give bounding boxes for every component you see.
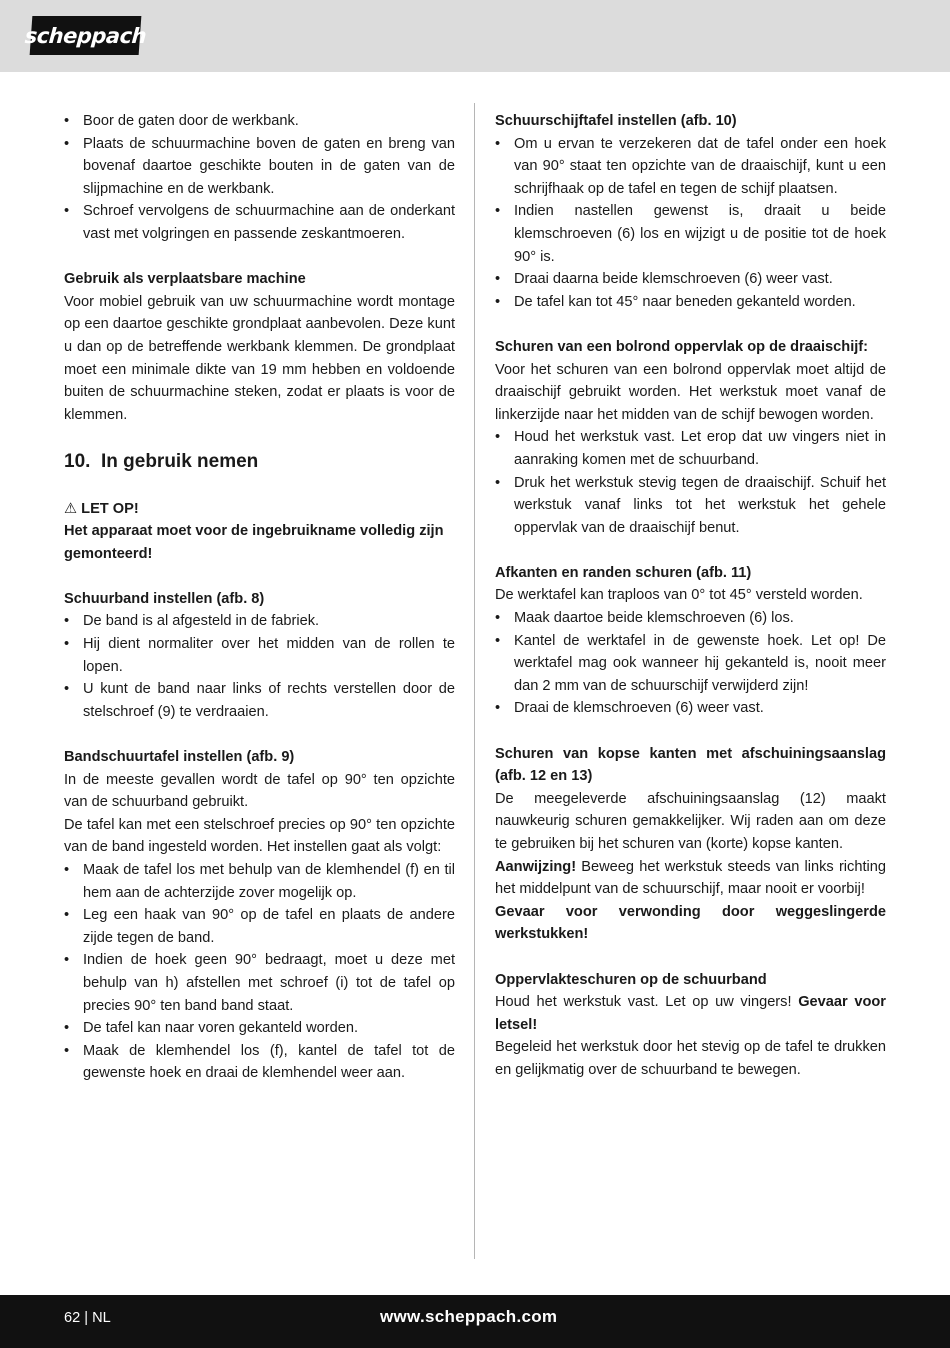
danger-text: Gevaar voor verwonding door weggeslingerde werkstukken! [495, 903, 886, 943]
surface-text: Houd het werkstuk vast. Let op uw vingers! Gevaar voor letsel! [495, 994, 886, 1033]
round-surface-text: Voor het schuren van een bolrond oppervlak moet altijd de draaischijf gebruikt worden. Het werkstuk moet vanaf de linkerzijde naar het midden van de schijf bewogen worden. [495, 361, 886, 423]
list-item: • Druk het werkstuk stevig tegen de draaischijf. Schuif het werkstuk vanaf links tot het werkstuk het gehele oppervlak van de draaischijf benut. [495, 472, 886, 540]
page-footer [0, 1295, 950, 1348]
hint-label: Aanwijzing! [495, 858, 577, 875]
page-header [0, 0, 950, 72]
bevel-list [495, 607, 886, 720]
round-surface-block [495, 336, 886, 539]
list-item: • Maak daartoe beide klemschroeven (6) los. [495, 607, 886, 630]
list-item: • Indien de hoek geen 90° bedraagt, moet u deze met behulp van h) afstellen met schroef (i) tot de tafel op precies 90° ten band band staat. [64, 949, 455, 1017]
band-table-list [64, 859, 455, 1085]
surface-danger: Gevaar voor letsel! [495, 994, 886, 1033]
list-item: • Kantel de werktafel in de gewenste hoek. Let op! De werktafel mag ook wanneer hij gekanteld is, nooit meer dan 2 mm van de schuurschijf verwijderd zijn! [495, 630, 886, 698]
warning-text: Het apparaat moet voor de ingebruikname volledig zijn gemonteerd! [64, 523, 444, 562]
page-number: 62 | NL [64, 1310, 111, 1326]
section-title-text: In gebruik nemen [100, 450, 259, 472]
install-steps-list [64, 110, 455, 246]
list-item: • Plaats de schuurmachine boven de gaten en breng van bovenaf daartoe geschikte bouten in de gaten van de slijpmachine en de werkbank. [64, 133, 455, 201]
mitre-block [495, 743, 886, 946]
subheading-band-setting: Schuurband instellen (afb. 8) [64, 590, 265, 607]
subheading-surface-sanding: Oppervlakteschuren op de schuurband [495, 971, 767, 988]
list-item: • Hij dient normaliter over het midden van de rollen te lopen. [64, 633, 455, 678]
band-setting-list [64, 610, 455, 723]
list-item: • De band is al afgesteld in de fabriek. [64, 610, 455, 633]
list-item: • De tafel kan tot 45° naar beneden gekanteld worden. [495, 291, 886, 314]
warning-icon: ⚠ [64, 500, 78, 517]
surface-sanding-block [495, 969, 886, 1082]
list-item: • Maak de klemhendel los (f), kantel de tafel tot de gewenste hoek en draai de klemhendel weer aan. [64, 1040, 455, 1085]
right-column [495, 110, 886, 1082]
list-item: • Leg een haak van 90° op de tafel en plaats de andere zijde tegen de band. [64, 904, 455, 949]
mobile-use-text: Voor mobiel gebruik van uw schuurmachine wordt montage op een daartoe geschikte grondplaat aanbevolen. Deze kunt u dan op de betreffende werkbank klemmen. De grondplaat moet een minimale dikte van 19 mm hebben en voldoende buiten de schuurmachine steken, zodat er plaats is voor de klemmen. [64, 293, 455, 423]
column-divider [474, 103, 475, 1259]
website-link[interactable]: www.scheppach.com [380, 1307, 558, 1326]
section-number: 10. [64, 450, 91, 472]
scheppach-logo: scheppach [30, 16, 142, 55]
surface-text-2: Begeleid het werkstuk door het stevig op de tafel te drukken en gelijkmatig over de schuurband te bewegen. [495, 1039, 886, 1078]
warning-block [64, 498, 455, 566]
band-table-text: In de meeste gevallen wordt de tafel op 90° ten opzichte van de schuurband gebruikt. [64, 771, 455, 811]
section-title [64, 449, 455, 475]
subheading-disc-table: Schuurschijftafel instellen (afb. 10) [495, 113, 737, 129]
list-item: • Draai daarna beide klemschroeven (6) weer vast. [495, 268, 886, 291]
warning-label: ⚠ LET OP! [64, 500, 139, 517]
list-item: • Om u ervan te verzekeren dat de tafel onder een hoek van 90° staat ten opzichte van de draaischijf, kunt u een schrijfhaak op de tafel en tegen de schijf plaatsen. [495, 133, 886, 201]
subheading-band-table: Bandschuurtafel instellen (afb. 9) [64, 749, 295, 766]
subheading-mobile-use: Gebruik als verplaatsbare machine [64, 271, 306, 288]
list-item: • De tafel kan naar voren gekanteld worden. [64, 1017, 455, 1040]
band-table-block [64, 746, 455, 1085]
left-column [64, 110, 455, 1085]
round-surface-list [495, 426, 886, 539]
list-item: • Boor de gaten door de werkbank. [64, 110, 455, 133]
bevel-text: De werktafel kan traploos van 0° tot 45° versteld worden. [495, 587, 863, 604]
list-item: • Indien nastellen gewenst is, draait u beide klemschroeven (6) los en wijzigt u de positie tot de hoek 90° is. [495, 200, 886, 268]
bevel-block [495, 562, 886, 720]
hint-text: Aanwijzing! Beweeg het werkstuk steeds van links richting het middelpunt van de schuurschijf, maar nooit er voorbij! [495, 858, 886, 898]
list-item: • Draai de klemschroeven (6) weer vast. [495, 697, 886, 720]
section-heading [64, 449, 455, 475]
mobile-use-block [64, 268, 455, 426]
subheading-mitre: Schuren van kopse kanten met afschuiningsaanslag (afb. 12 en 13) [495, 745, 886, 785]
list-item: • Maak de tafel los met behulp van de klemhendel (f) en til hem aan de achterzijde zover mogelijk op. [64, 859, 455, 904]
band-table-text-2: De tafel kan met een stelschroef precies op 90° ten opzichte van de band ingesteld worden. Het instellen gaat als volgt: [64, 816, 455, 856]
list-item: • Schroef vervolgens de schuurmachine aan de onderkant vast met volgringen en passende zeskantmoeren. [64, 200, 455, 245]
list-item: • U kunt de band naar links of rechts verstellen door de stelschroef (9) te verdraaien. [64, 678, 455, 723]
subheading-bevel: Afkanten en randen schuren (afb. 11) [495, 564, 752, 581]
disc-table-list [495, 133, 886, 314]
mitre-text: De meegeleverde afschuiningsaanslag (12) maakt nauwkeurig schuren gemakkelijker. Wij raden aan om deze te gebruiken bij het schuren van (korte) kopse kanten. [495, 790, 886, 852]
subheading-round-surface: Schuren van een bolrond oppervlak op de draaischijf: [495, 338, 869, 355]
disc-table-block [495, 110, 886, 313]
list-item: • Houd het werkstuk vast. Let erop dat uw vingers niet in aanraking komen met de schuurband. [495, 426, 886, 471]
band-setting-block [64, 588, 455, 724]
